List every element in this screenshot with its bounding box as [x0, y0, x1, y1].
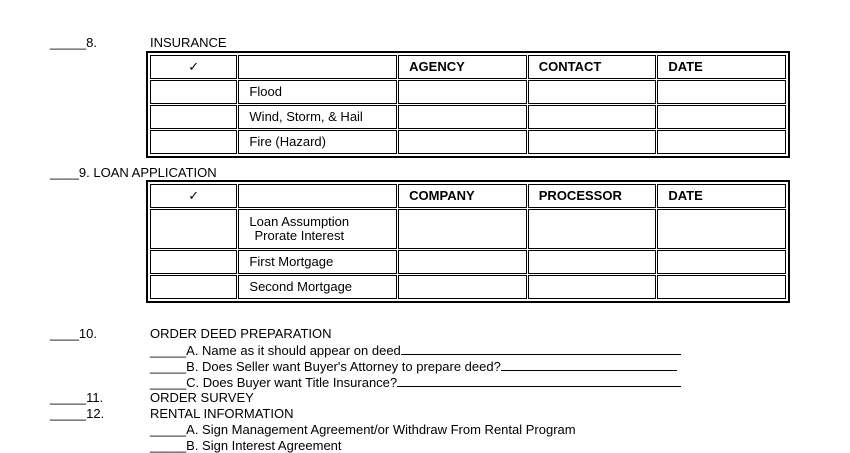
- date-cell[interactable]: [657, 80, 786, 104]
- agency-header: AGENCY: [398, 55, 527, 79]
- row-label: Second Mortgage: [238, 275, 397, 299]
- row-label-line1: Loan Assumption: [249, 214, 350, 229]
- agency-cell[interactable]: [398, 80, 527, 104]
- date-cell[interactable]: [657, 130, 786, 154]
- deed-name-field[interactable]: [401, 343, 681, 355]
- check-cell[interactable]: [150, 275, 237, 299]
- title-insurance-item: [150, 375, 681, 390]
- date-cell[interactable]: [657, 209, 786, 249]
- agency-cell[interactable]: [398, 105, 527, 129]
- processor-cell[interactable]: [528, 209, 657, 249]
- section-10-title: ORDER DEED PREPARATION: [150, 326, 332, 341]
- date-cell[interactable]: [657, 275, 786, 299]
- title-insurance-label: _____C. Does Buyer want Title Insurance?: [150, 375, 398, 390]
- check-header: ✓: [150, 184, 237, 208]
- attorney-field[interactable]: [501, 359, 677, 371]
- check-header: ✓: [150, 55, 237, 79]
- table-row: [150, 209, 786, 249]
- section-8-title: INSURANCE: [150, 35, 227, 50]
- agency-cell[interactable]: [398, 130, 527, 154]
- interest-agreement-item: _____B. Sign Interest Agreement: [150, 438, 342, 453]
- contact-cell[interactable]: [528, 105, 657, 129]
- date-header: DATE: [657, 55, 786, 79]
- date-cell[interactable]: [657, 250, 786, 274]
- table-row: [150, 275, 786, 299]
- section-12-number: _____12.: [50, 406, 105, 421]
- row-label-line2: Prorate Interest: [254, 228, 345, 243]
- company-cell[interactable]: [398, 250, 527, 274]
- check-cell[interactable]: [150, 209, 237, 249]
- company-cell[interactable]: [398, 275, 527, 299]
- deed-name-label: _____A. Name as it should appear on deed: [150, 343, 401, 358]
- insurance-header-row: [150, 55, 786, 79]
- company-header: COMPANY: [398, 184, 527, 208]
- table-row: [150, 130, 786, 154]
- section-9-title: ____9. LOAN APPLICATION: [50, 165, 217, 180]
- row-label: [238, 209, 397, 249]
- date-cell[interactable]: [657, 105, 786, 129]
- section-12-title: RENTAL INFORMATION: [150, 406, 294, 421]
- section-11-title: ORDER SURVEY: [150, 390, 254, 405]
- check-cell[interactable]: [150, 105, 237, 129]
- section-8-number: _____8.: [50, 35, 97, 50]
- contact-cell[interactable]: [528, 130, 657, 154]
- processor-cell[interactable]: [528, 275, 657, 299]
- processor-header: PROCESSOR: [528, 184, 657, 208]
- attorney-label: _____B. Does Seller want Buyer's Attorney to prepare deed?: [150, 359, 501, 374]
- table-row: [150, 105, 786, 129]
- check-cell[interactable]: [150, 130, 237, 154]
- contact-header: CONTACT: [528, 55, 657, 79]
- table-row: [150, 250, 786, 274]
- row-label: Fire (Hazard): [238, 130, 397, 154]
- attorney-item: [150, 359, 677, 374]
- check-cell[interactable]: [150, 250, 237, 274]
- title-insurance-field[interactable]: [397, 375, 681, 387]
- row-label: Wind, Storm, & Hail: [238, 105, 397, 129]
- table-row: [150, 80, 786, 104]
- section-11-number: _____11.: [50, 390, 104, 405]
- loan-header-row: [150, 184, 786, 208]
- section-10-number: ____10.: [50, 326, 97, 341]
- loan-application-table: [146, 180, 790, 303]
- row-label: Flood: [238, 80, 397, 104]
- check-cell[interactable]: [150, 80, 237, 104]
- deed-name-item: [150, 343, 681, 358]
- blank-header: [238, 55, 397, 79]
- contact-cell[interactable]: [528, 80, 657, 104]
- date-header: DATE: [657, 184, 786, 208]
- processor-cell[interactable]: [528, 250, 657, 274]
- management-agreement-item: _____A. Sign Management Agreement/or Withdraw From Rental Program: [150, 422, 576, 437]
- blank-header: [238, 184, 397, 208]
- row-label: First Mortgage: [238, 250, 397, 274]
- insurance-table: [146, 51, 790, 158]
- company-cell[interactable]: [398, 209, 527, 249]
